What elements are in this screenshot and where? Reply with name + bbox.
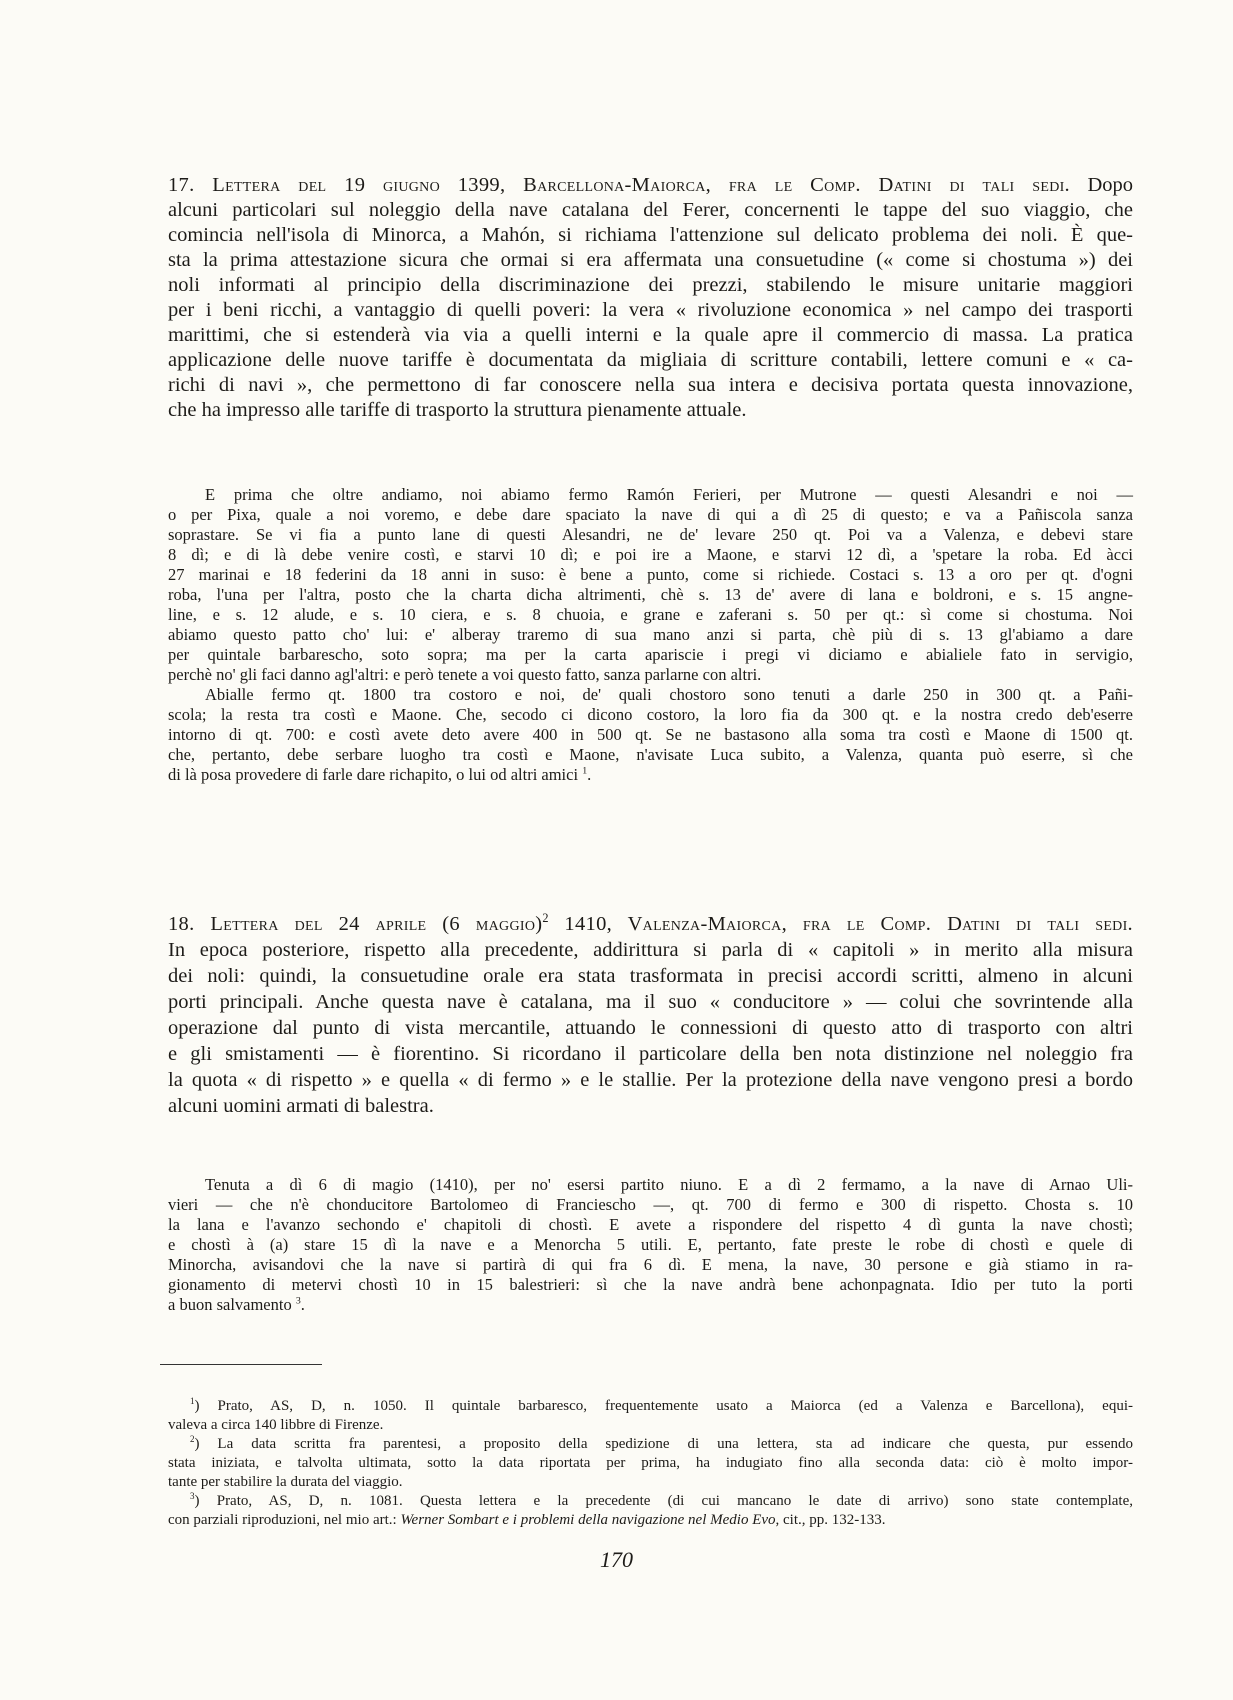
text-segment: . (300, 1295, 305, 1314)
text-line: applicazione delle nuove tariffe è documentata da migliaia di scritture contabili, lettere comuni e « ca- (168, 349, 1133, 371)
footnote-ref: 1 (582, 765, 588, 777)
text-line: gionamento di metervi chostì 10 in 15 balestrieri: sì che la nave andrà bene achonpagnata. Idio per tuto la porti (168, 1275, 1133, 1294)
text-line: che ha impresso alle tariffe di trasporto la struttura pienamente attuale. (168, 399, 747, 421)
text-segment: ) Prato, AS, D, n. 1081. Questa lettera e la precedente (di cui mancano le date di arrivo) sono state contemplate, (194, 1493, 1133, 1509)
text-line (168, 765, 1133, 785)
text-segment: con parziali riproduzioni, nel mio art.: (168, 1512, 401, 1528)
text-line: tante per stabilire la durata del viaggio. (168, 1474, 403, 1490)
footnote-ref: 1 (190, 1396, 195, 1406)
text-line: o per Pixa, quale a noi voremo, e debe dare spaciato la nave di qui a dì 25 di questo; e va a Pañiscola sanza (168, 505, 1133, 524)
text-line (168, 173, 1133, 198)
text-line: abiamo questo patto cho' lui: e' alberay traremo di sua mano anzi si parta, chè più di s. 13 gl'abiamo a dare (168, 625, 1133, 644)
text-line: che, pertanto, debe serbare luogho tra costì e Maone, n'avisate Luca subito, a Valenza, quanta può eserre, sì che (168, 745, 1133, 764)
text-line: Abialle fermo qt. 1800 tra costoro e noi, de' quali chostoro sono tenuti a darle 250 in 300 qt. a Pañi- (205, 685, 1133, 704)
text-line: vieri — che n'è chonducitore Bartolomeo di Franciescho —, qt. 700 di fermo e 300 di rispetto. Chosta s. 10 (168, 1195, 1133, 1214)
text-segment: ) Prato, AS, D, n. 1050. Il quintale barbaresco, frequentemente usato a Maiorca (ed a Valenza e Barcellona), equi- (194, 1398, 1133, 1414)
text-line: valeva a circa 140 libbre di Firenze. (168, 1417, 384, 1433)
text-line: intorno di qt. 700: e costì avete deto avere 400 in 500 qt. Se ne bastasono alla soma tra costì e Maone di 1500 qt. (168, 725, 1133, 744)
section-heading: 1410, Valenza-Maiorca, fra le Comp. Datini di tali sedi. (548, 913, 1133, 935)
footnote-ref: 3 (295, 1295, 301, 1307)
text-line: sta la prima attestazione sicura che ormai si era affermata una consuetudine (« come si chostuma ») dei (168, 249, 1133, 271)
text-line: 27 marinai e 18 federini da 18 anni in suso: è bene a punto, come si richiede. Costaci s. 13 a oro per qt. d'ogni (168, 565, 1133, 584)
text-line (168, 1492, 1133, 1511)
text-line: noli informati al principio della discriminazione dei prezzi, stabilendo le misure unitarie maggiori (168, 274, 1133, 296)
text-segment: di là posa provedere di farle dare richapito, o lui od altri amici (168, 765, 583, 784)
text-line: e chostì à (a) stare 15 dì la nave e a Menorcha 5 utili. E, pertanto, fate preste le robe di chostì e quele di (168, 1235, 1133, 1254)
text-segment: Dopo (1070, 174, 1133, 196)
section-heading: 17. Lettera del 19 giugno 1399, Barcellona-Maiorca, fra le Comp. Datini di tali sedi. (168, 174, 1070, 196)
text-line: 8 dì; e di là debe venire costì, e starvi 10 dì; e poi ire a Maone, e starvi 12 dì, a 'spetare la roba. Ed àcci (168, 545, 1133, 564)
text-line: per i beni ricchi, a vantaggio di quelli poveri: la vera « rivoluzione economica » nel campo dei trasporti (168, 299, 1133, 321)
text-line (168, 1511, 1133, 1530)
text-line: alcuni uomini armati di balestra. (168, 1095, 434, 1117)
text-line: Tenuta a dì 6 di magio (1410), per no' esersi partito niuno. E a dì 2 fermamo, a la nave di Arnao Uli- (205, 1175, 1133, 1194)
footnote-divider (160, 1364, 322, 1365)
text-line: In epoca posteriore, rispetto alla precedente, addirittura si parla di « capitoli » in merito alla misura (168, 939, 1133, 961)
text-line: comincia nell'isola di Minorca, a Mahón, si richiama l'attenzione sul delicato problema dei noli. È que- (168, 224, 1133, 246)
text-line: alcuni particolari sul noleggio della nave catalana del Ferer, concernenti le tappe del suo viaggio, che (168, 199, 1133, 221)
text-line: soprastare. Se vi fia a punto lane di questi Alesandri, ne de' levare 250 qt. Poi va a Valenza, e debevi stare (168, 525, 1133, 544)
text-segment: ) La data scritta fra parentesi, a proposito della spedizione di una lettera, sta ad indicare che questa, pur essendo (194, 1436, 1133, 1452)
section-18-paragraph (168, 911, 1133, 1119)
text-line: stata iniziata, e talvolta ultimata, sotto la data riportata per prima, ha indugiato fino alla seconda data: ciò è molto impor- (168, 1455, 1133, 1471)
section-heading: 18. Lettera del 24 aprile (6 maggio) (168, 913, 543, 935)
text-line: perchè no' gli faci danno agl'altri: e però tenete a voi questo fatto, sanza parlarne con altri. (168, 665, 762, 684)
text-line: E prima che oltre andiamo, noi abiamo fermo Ramón Ferieri, per Mutrone — questi Alesandri e noi — (205, 485, 1133, 504)
text-line: la quota « di rispetto » e quella « di fermo » e le stallie. Per la protezione della nave vengono presi a bordo (168, 1069, 1133, 1091)
text-line (168, 1295, 1133, 1315)
text-segment: . (587, 765, 592, 784)
text-line: scola; la resta tra costì e Maone. Che, secodo ci dicono costoro, la loro fia da 300 qt. e la nostra credo deb'eserre (168, 705, 1133, 724)
text-line: dei noli: quindi, la consuetudine orale era stata trasformata in precisi accordi scritti, almeno in alcuni (168, 965, 1133, 987)
text-line (168, 1435, 1133, 1454)
text-line: porti principali. Anche questa nave è catalana, ma il suo « conducitore » — colui che sovrintende alla (168, 991, 1133, 1013)
text-line: roba, l'una per l'altra, posto che la charta dicha altrimenti, chè s. 13 de' avere di lana e boldroni, e s. 15 angne- (168, 585, 1133, 604)
text-line: per quintale barbarescho, soto sopra; ma per la carta apariscie i pregi vi diciamo e abialiele fato in servigio, (168, 645, 1133, 664)
page-number: 170 (600, 1547, 633, 1572)
text-line (168, 1397, 1133, 1416)
text-segment: , cit., pp. 132-133. (775, 1512, 886, 1528)
text-line: la lana e l'avanzo sechondo e' chapitoli di chostì. E avete a rispondere del rispetto 4 dì gunta la nave chostì; (168, 1215, 1133, 1234)
text-line: operazione dal punto di vista mercantile, attuando le connessioni di questo atto di trasporto con altri (168, 1017, 1133, 1039)
italic-title: Werner Sombart e i problemi della navigazione nel Medio Evo (400, 1512, 776, 1528)
section-17-paragraph (168, 173, 1133, 423)
letter-quote-18 (168, 1175, 1133, 1315)
footnote-ref: 2 (542, 911, 549, 926)
footnotes (168, 1397, 1133, 1530)
text-line: marittimi, che si estenderà via via a quelli interni e la quale apre il commercio di massa. La pratica (168, 324, 1133, 346)
footnote-ref: 3 (190, 1491, 195, 1501)
text-line: e gli smistamenti — è fiorentino. Si ricordano il particolare della ben nota distinzione nel noleggio fra (168, 1043, 1133, 1065)
text-line: richi di navi », che permettono di far conoscere nella sua intera e decisiva portata questa innovazione, (168, 374, 1133, 396)
text-line (168, 911, 1133, 937)
text-line: line, e s. 12 alude, e s. 10 ciera, e s. 8 chuoia, e grane e zaferani s. 50 per qt.: sì come si chostuma. Noi (168, 605, 1133, 624)
letter-quote-17 (168, 485, 1133, 785)
text-segment: a buon salvamento (168, 1295, 296, 1314)
footnote-ref: 2 (190, 1434, 195, 1444)
text-line: Minorcha, avisandovi che la nave si partirà di qui fra 6 dì. E mena, la nave, 30 persone e già stiamo in ra- (168, 1255, 1133, 1274)
